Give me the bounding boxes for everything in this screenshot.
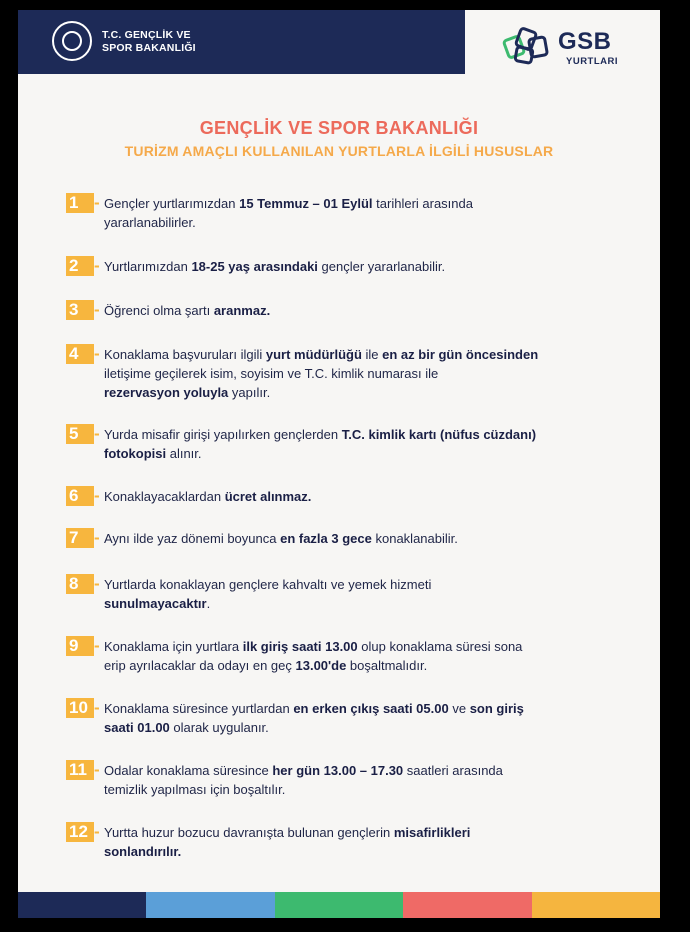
item-text-bold: 15 Temmuz – 01 Eylül: [239, 196, 373, 211]
item-text-bold: T.C. kimlik kartı (nüfus cüzdanı): [341, 427, 537, 442]
item-number-dash: -: [94, 698, 100, 717]
item-text-segment: Gençler yurtlarımızdan: [104, 196, 240, 211]
item-text-segment: gençler yararlanabilir.: [317, 259, 446, 274]
item-text-segment: alınır.: [166, 446, 202, 461]
item-text-segment: Konaklama süresince yurtlardan: [104, 701, 294, 716]
item-text-bold: en az bir gün öncesinden: [382, 347, 539, 362]
item-text-bold: her gün 13.00 – 17.30: [272, 763, 404, 778]
item-text-segment: Konaklama başvuruları ilgili: [104, 347, 266, 362]
item-text: [104, 699, 610, 737]
gsb-subtitle: YURTLARI: [566, 56, 619, 67]
item-text-segment: saatleri arasında: [403, 763, 503, 778]
ministry-name-line1: T.C. GENÇLİK VE: [102, 29, 191, 41]
item-number-dash: -: [94, 760, 100, 779]
item-text: [104, 529, 610, 548]
footer-segment-green: [275, 892, 403, 918]
item-text-segment: Öğrenci olma şartı: [104, 303, 214, 318]
item-number-badge: 11: [66, 760, 94, 780]
item-text-segment: Yurda misafir girişi yapılırken gençlerden: [104, 427, 342, 442]
item-text-line: [104, 594, 610, 613]
item-text-segment: Aynı ilde yaz dönemi boyunca: [104, 531, 281, 546]
item-text-segment: Yurtlarımızdan: [104, 259, 192, 274]
item-text-bold: rezervasyon yoluyla: [104, 385, 229, 400]
item-text-segment: tarihleri arasında: [372, 196, 473, 211]
item-text-line: [104, 529, 610, 548]
ministry-name: [102, 29, 196, 55]
item-number-dash: -: [94, 528, 100, 547]
item-text-segment: Konaklayacaklardan: [104, 489, 225, 504]
item-text: [104, 487, 610, 506]
item-text-line: [104, 575, 610, 594]
item-number-badge: 3: [66, 300, 94, 320]
item-text-bold: en erken çıkış saati 05.00: [293, 701, 449, 716]
item-text-line: [104, 364, 610, 383]
item-text-line: [104, 425, 610, 444]
footer-color-bar: [18, 892, 660, 918]
footer-segment-navy: [18, 892, 146, 918]
item-text-line: [104, 444, 610, 463]
ministry-name-line2: SPOR BAKANLIĞI: [102, 42, 196, 54]
item-text: [104, 345, 610, 402]
item-text-bold: sonlandırılır.: [104, 844, 182, 859]
item-number-dash: -: [94, 193, 100, 212]
item-text-line: [104, 345, 610, 364]
item-text-line: [104, 718, 610, 737]
item-number-dash: -: [94, 636, 100, 655]
item-text-line: [104, 383, 610, 402]
item-text-bold: misafirlikleri: [393, 825, 471, 840]
item-number-badge: 4: [66, 344, 94, 364]
footer-segment-yellow: [532, 892, 660, 918]
item-text: [104, 761, 610, 799]
item-text-segment: Konaklama için yurtlara: [104, 639, 243, 654]
item-text: [104, 194, 610, 232]
item-text-bold: aranmaz.: [213, 303, 271, 318]
item-text: [104, 425, 610, 463]
ministry-logo-icon: [52, 21, 92, 61]
item-text-line: [104, 842, 610, 861]
item-number-dash: -: [94, 344, 100, 363]
item-text-segment: olup konaklama süresi sona: [357, 639, 523, 654]
item-text-line: [104, 257, 610, 276]
item-text-segment: konaklanabilir.: [371, 531, 458, 546]
item-number-badge: 8: [66, 574, 94, 594]
page-title: GENÇLİK VE SPOR BAKANLIĞI: [199, 118, 479, 138]
item-number-badge: 1: [66, 193, 94, 213]
footer-segment-red: [403, 892, 531, 918]
item-text-line: [104, 637, 610, 656]
item-number-badge: 5: [66, 424, 94, 444]
item-text-line: [104, 487, 610, 506]
item-text-bold: sunulmayacaktır: [104, 596, 207, 611]
item-text-bold: ücret alınmaz.: [224, 489, 312, 504]
item-text-bold: saati 01.00: [104, 720, 170, 735]
item-text: [104, 301, 610, 320]
item-text-line: [104, 780, 610, 799]
item-text-segment: Yurtta huzur bozucu davranışta bulunan gençlerin: [104, 825, 394, 840]
item-text-segment: ve: [448, 701, 470, 716]
item-text-bold: en fazla 3 gece: [280, 531, 372, 546]
item-number-dash: -: [94, 256, 100, 275]
item-text-segment: .: [206, 596, 211, 611]
item-text: [104, 575, 610, 613]
item-text: [104, 823, 610, 861]
item-number-dash: -: [94, 300, 100, 319]
item-text-line: [104, 194, 610, 213]
item-text-line: [104, 761, 610, 780]
item-number-dash: -: [94, 574, 100, 593]
item-text-segment: yararlanabilirler.: [104, 215, 196, 230]
poster: [18, 10, 660, 918]
gsb-logo: [502, 20, 632, 70]
item-text-bold: son giriş: [469, 701, 524, 716]
item-text-line: [104, 699, 610, 718]
item-text-line: [104, 656, 610, 675]
item-number-badge: 2: [66, 256, 94, 276]
item-number-badge: 6: [66, 486, 94, 506]
page-subtitle: TURİZM AMAÇLI KULLANILAN YURTLARLA İLGİLİ HUSUSLAR: [124, 143, 554, 159]
item-text-line: [104, 823, 610, 842]
item-text-segment: yapılır.: [228, 385, 271, 400]
gsb-wordmark: GSB: [558, 28, 612, 55]
item-number-dash: -: [94, 424, 100, 443]
footer-segment-blue: [146, 892, 274, 918]
item-number-badge: 12: [66, 822, 94, 842]
item-text-line: [104, 301, 610, 320]
item-number-badge: 7: [66, 528, 94, 548]
item-text-segment: olarak uygulanır.: [169, 720, 269, 735]
item-text: [104, 257, 610, 276]
item-text-bold: 13.00'de: [295, 658, 347, 673]
item-text-segment: boşaltmalıdır.: [346, 658, 428, 673]
item-text-segment: ile: [361, 347, 383, 362]
item-number-badge: 10: [66, 698, 94, 718]
item-number-dash: -: [94, 486, 100, 505]
item-text-segment: iletişime geçilerek isim, soyisim ve T.C. kimlik numarası ile: [104, 366, 439, 381]
item-text-segment: Odalar konaklama süresince: [104, 763, 273, 778]
item-text-segment: temizlik yapılması için boşaltılır.: [104, 782, 286, 797]
item-text-bold: fotokopisi: [104, 446, 167, 461]
item-text-bold: yurt müdürlüğü: [265, 347, 362, 362]
item-text: [104, 637, 610, 675]
item-text-line: [104, 213, 610, 232]
item-text-segment: erip ayrılacaklar da odayı en geç: [104, 658, 296, 673]
item-number-dash: -: [94, 822, 100, 841]
gsb-mark-icon: [502, 22, 554, 66]
item-text-bold: 18-25 yaş arasındaki: [191, 259, 318, 274]
header-bar: [18, 10, 465, 74]
item-number-badge: 9: [66, 636, 94, 656]
item-text-bold: ilk giriş saati 13.00: [242, 639, 358, 654]
item-text-segment: Yurtlarda konaklayan gençlere kahvaltı ve yemek hizmeti: [104, 577, 432, 592]
